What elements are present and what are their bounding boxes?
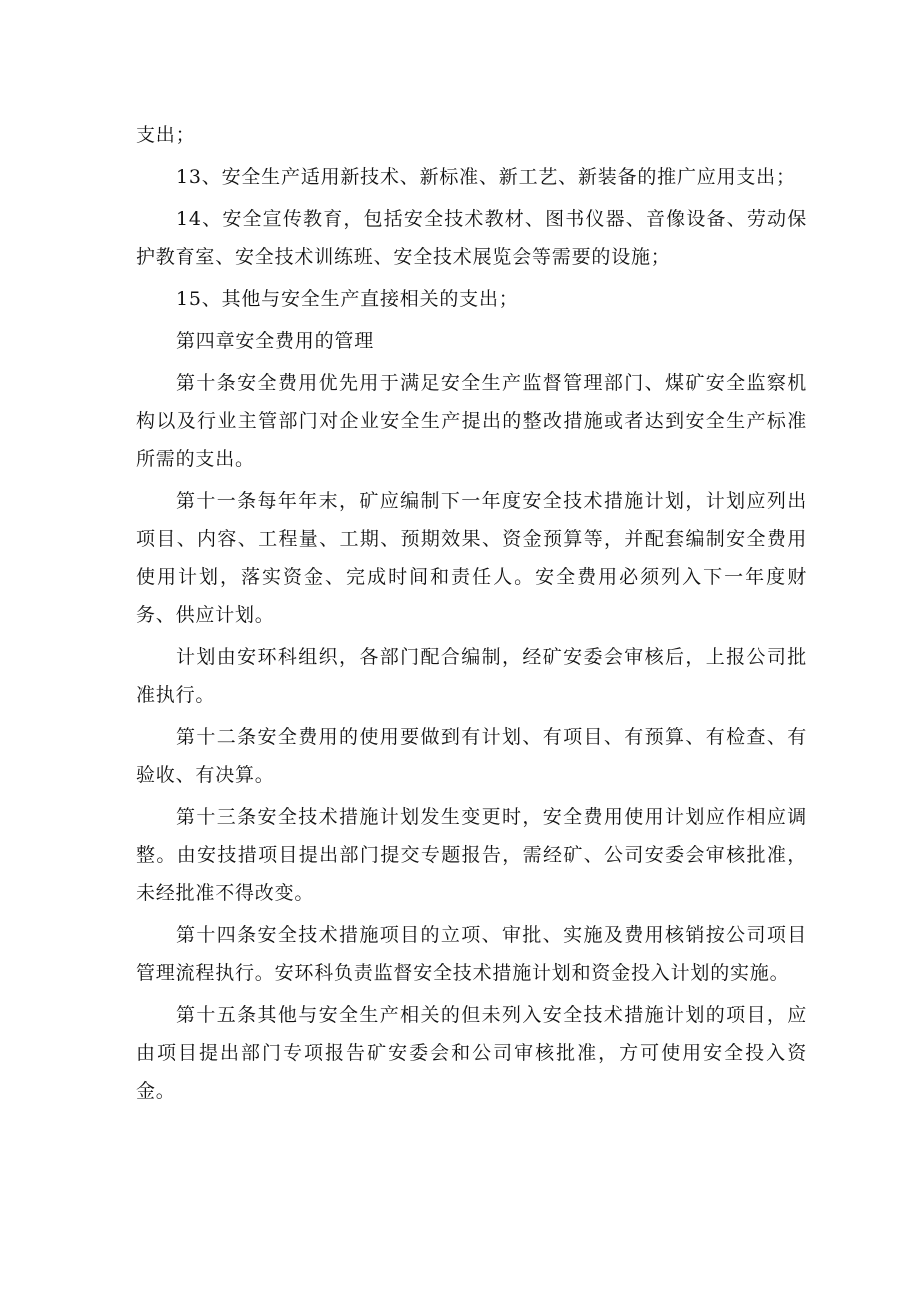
paragraph-article-10: 第十条安全费用优先用于满足安全生产监督管理部门、煤矿安全监察机构以及行业主管部门对企业安全生产提出的整改措施或者达到安全生产标准所需的支出。 (136, 372, 807, 470)
paragraph-item-15: 15、其他与安全生产直接相关的支出； (176, 288, 519, 310)
paragraph-plan-approval: 计划由安环科组织，各部门配合编制，经矿安委会审核后，上报公司批准执行。 (136, 646, 807, 706)
chapter-heading: 第四章安全费用的管理 (176, 330, 375, 352)
paragraph-article-11: 第十一条每年年末，矿应编制下一年度安全技术措施计划，计划应列出项目、内容、工程量、工期、预期效果、资金预算等，并配套编制安全费用使用计划，落实资金、完成时间和责任人。安全费用必须列入下一年度财务、供应计划。 (136, 490, 807, 626)
paragraph-article-15: 第十五条其他与安全生产相关的但未列入安全技术措施计划的项目，应由项目提出部门专项报告矿安委会和公司审核批准，方可使用安全投入资金。 (136, 1004, 807, 1102)
paragraph-item-14: 14、安全宣传教育，包括安全技术教材、图书仪器、音像设备、劳动保护教育室、安全技术训练班、安全技术展览会等需要的设施； (136, 208, 807, 268)
paragraph-article-12: 第十二条安全费用的使用要做到有计划、有项目、有预算、有检查、有验收、有决算。 (136, 726, 807, 786)
paragraph-article-13: 第十三条安全技术措施计划发生变更时，安全费用使用计划应作相应调整。由安技措项目提出部门提交专题报告，需经矿、公司安委会审核批准，未经批准不得改变。 (136, 806, 807, 904)
paragraph-item-13: 13、安全生产适用新技术、新标准、新工艺、新装备的推广应用支出； (176, 166, 796, 188)
paragraph-continuation: 支出； (136, 124, 196, 146)
paragraph-article-14: 第十四条安全技术措施项目的立项、审批、实施及费用核销按公司项目管理流程执行。安环科负责监督安全技术措施计划和资金投入计划的实施。 (136, 924, 807, 984)
